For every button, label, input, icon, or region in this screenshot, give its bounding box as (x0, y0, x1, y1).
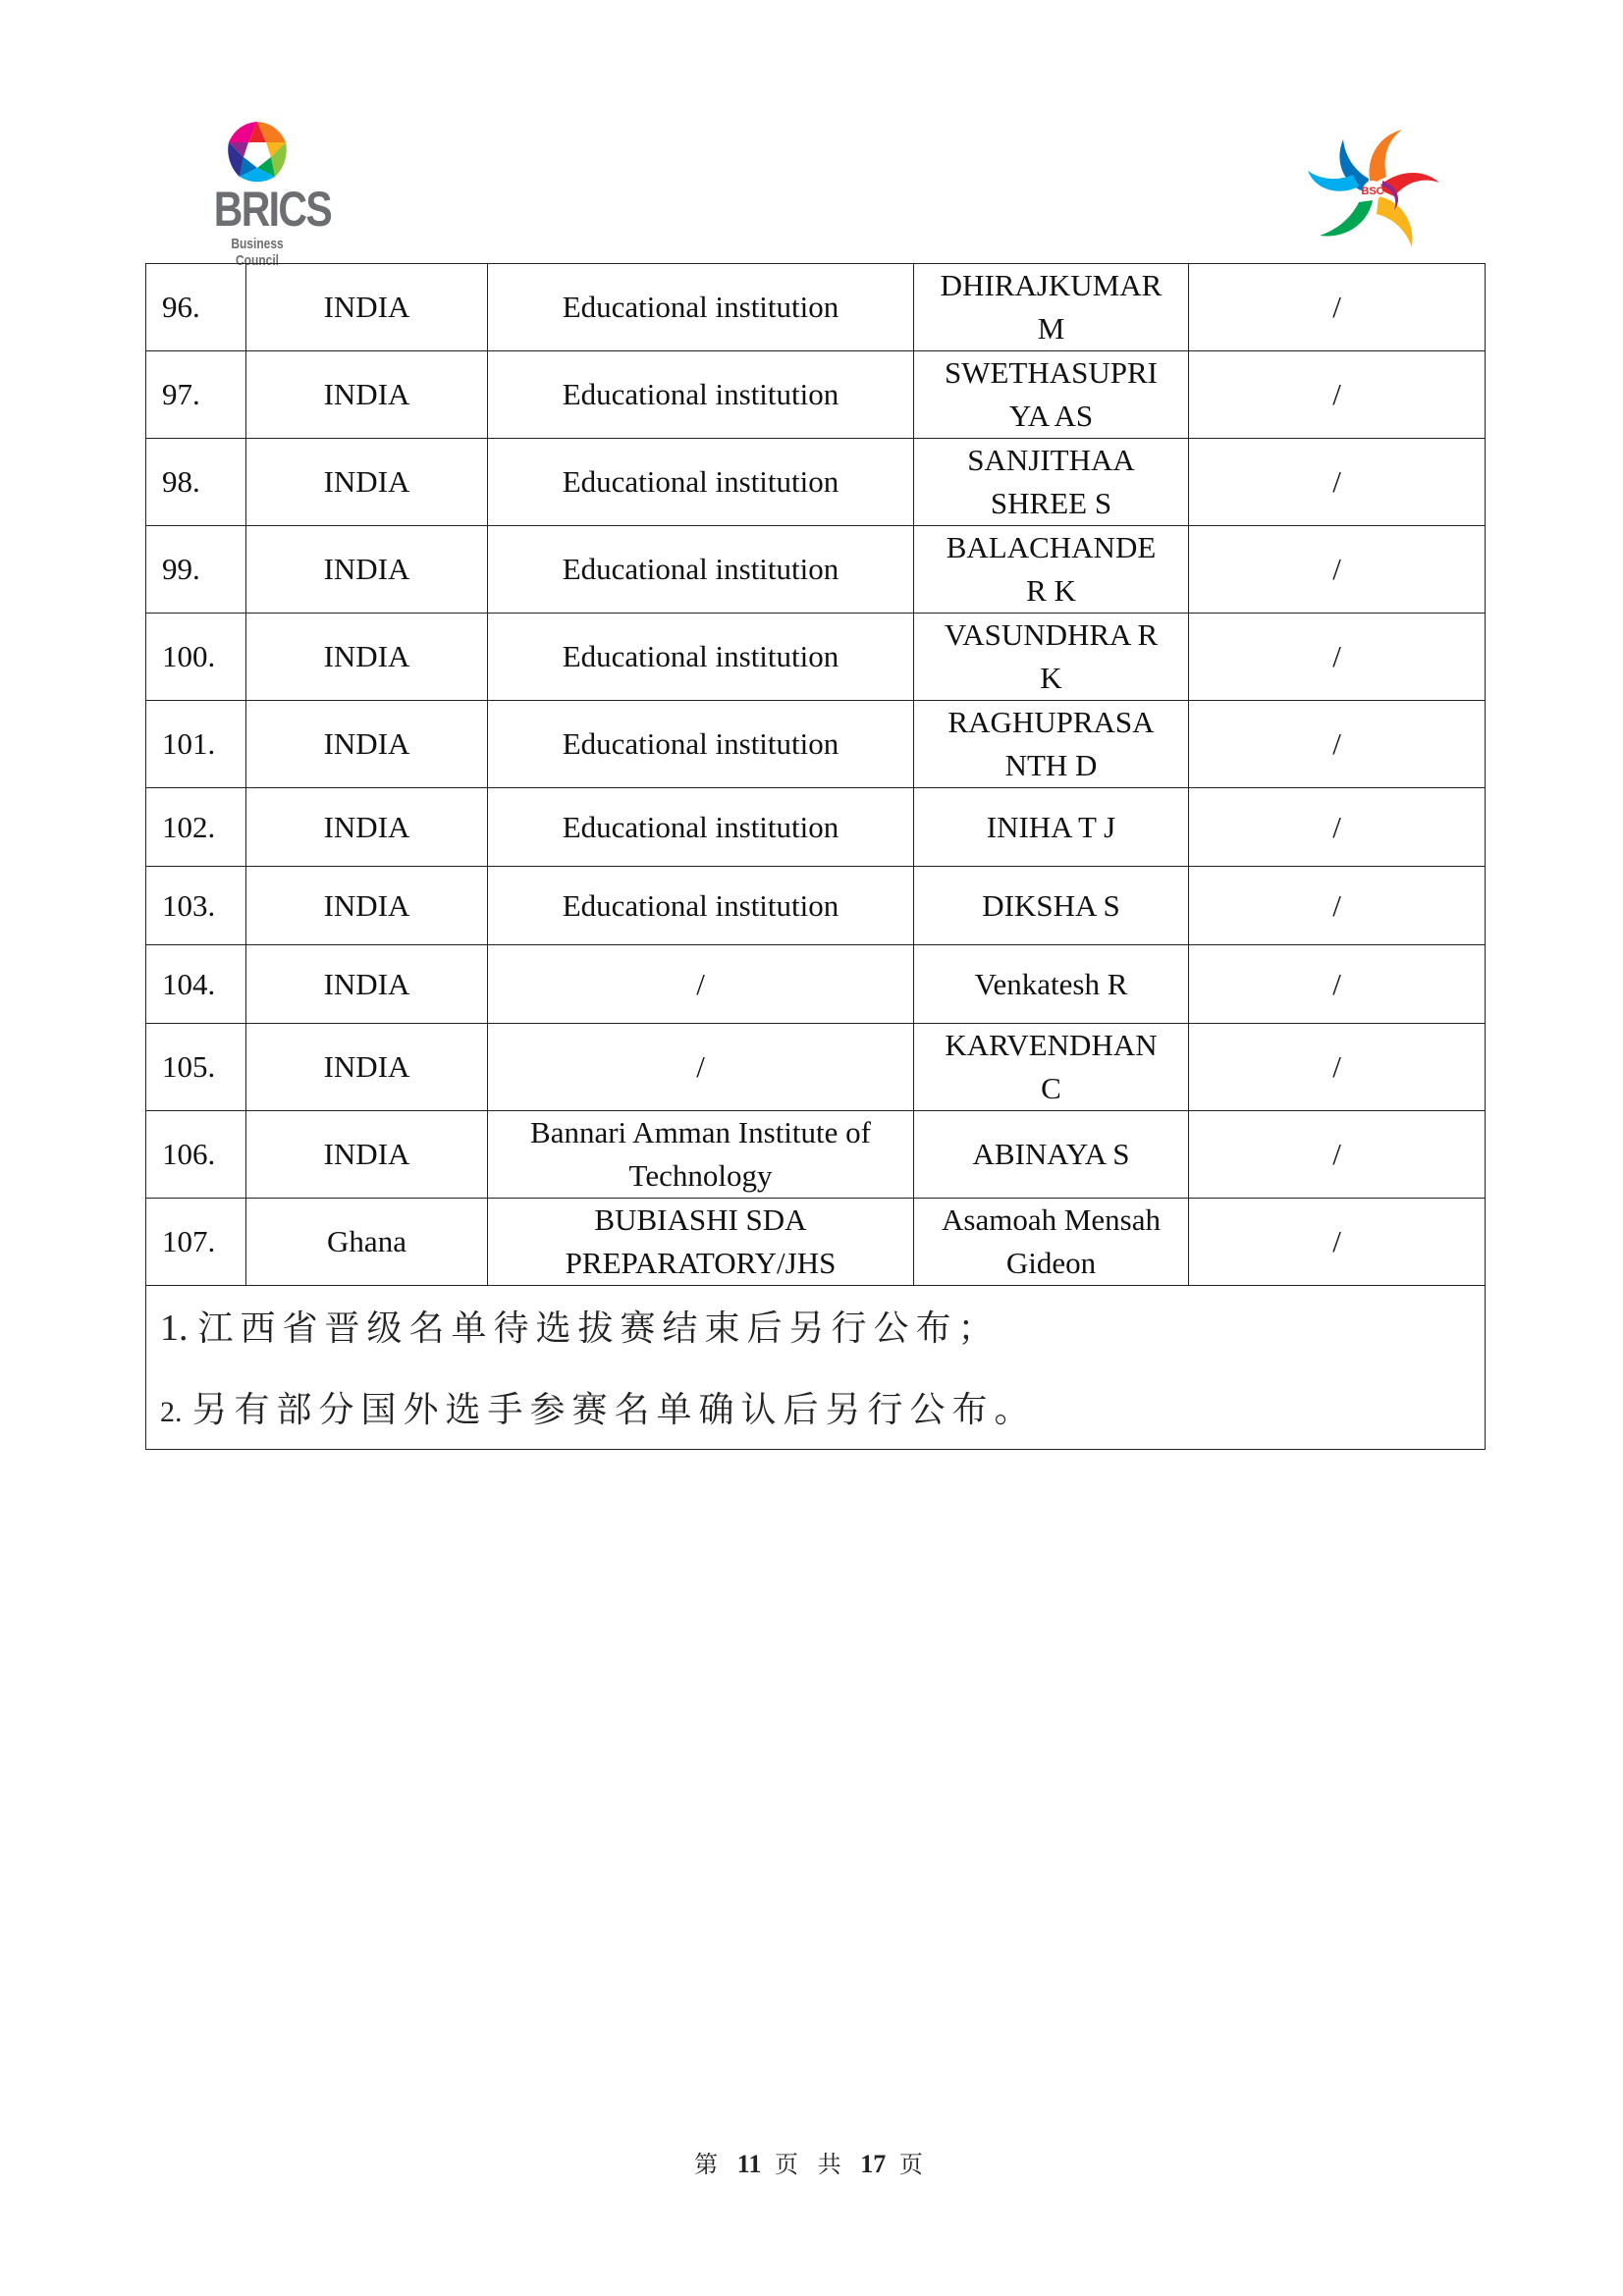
row-remark: / (1189, 867, 1486, 945)
row-name-line: KARVENDHAN (945, 1028, 1158, 1062)
footer-page-number: 11 (736, 2150, 762, 2178)
row-institution: Educational institution (488, 614, 914, 701)
brics-wordmark: BRICS (213, 182, 332, 237)
table-row (146, 1024, 1486, 1111)
row-remark: / (1189, 701, 1486, 788)
row-institution (488, 1199, 914, 1286)
row-remark: / (1189, 351, 1486, 439)
row-name: ABINAYA S (914, 1111, 1189, 1199)
row-name (914, 526, 1189, 614)
bsc-swirl-logo-icon (1306, 126, 1438, 253)
bsc-logo (1306, 126, 1438, 253)
row-country: INDIA (246, 614, 488, 701)
brics-subtitle: Business Council (231, 236, 284, 269)
row-country: INDIA (246, 945, 488, 1024)
row-name (914, 1199, 1189, 1286)
row-institution-line: Bannari Amman Institute of (530, 1115, 871, 1149)
footer-mid: 页 共 (774, 2151, 847, 2178)
row-country: INDIA (246, 1111, 488, 1199)
row-country: INDIA (246, 1024, 488, 1111)
row-country: Ghana (246, 1199, 488, 1286)
table-row (146, 439, 1486, 526)
table-row (146, 1199, 1486, 1286)
row-institution: / (488, 1024, 914, 1111)
row-number: 99. (146, 526, 246, 614)
row-institution: Educational institution (488, 264, 914, 351)
note-number: 1. (160, 1308, 189, 1349)
row-name-line: Asamoah Mensah (942, 1202, 1161, 1237)
row-remark: / (1189, 526, 1486, 614)
participant-table (145, 263, 1486, 1450)
row-remark: / (1189, 788, 1486, 867)
row-name-line: K (1040, 661, 1062, 695)
row-name-line: SANJITHAA (967, 443, 1135, 477)
row-name (914, 439, 1189, 526)
row-name-line: YA AS (1008, 399, 1094, 433)
row-number: 101. (146, 701, 246, 788)
row-country: INDIA (246, 264, 488, 351)
table-row (146, 788, 1486, 867)
notes-row (146, 1286, 1486, 1450)
footer-suffix: 页 (898, 2151, 929, 2178)
row-number: 105. (146, 1024, 246, 1111)
table-row (146, 526, 1486, 614)
row-remark: / (1189, 1111, 1486, 1199)
brics-logo (204, 120, 332, 269)
row-remark: / (1189, 945, 1486, 1024)
row-number: 98. (146, 439, 246, 526)
table-row (146, 351, 1486, 439)
note-text: 另有部分国外选手参赛名单确认后另行公布。 (191, 1390, 1037, 1430)
row-name-line: SHREE S (990, 486, 1112, 520)
participant-table-body (146, 264, 1486, 1450)
row-remark: / (1189, 264, 1486, 351)
row-name-line: Gideon (1005, 1246, 1097, 1280)
row-name: INIHA T J (914, 788, 1189, 867)
row-name-line: R K (1026, 573, 1076, 608)
row-number: 104. (146, 945, 246, 1024)
table-row (146, 945, 1486, 1024)
row-institution-line: PREPARATORY/JHS (565, 1246, 837, 1280)
notes-cell (146, 1286, 1486, 1450)
row-country: INDIA (246, 526, 488, 614)
row-name-line: BALACHANDE (946, 530, 1157, 564)
row-name (914, 351, 1189, 439)
table-row (146, 614, 1486, 701)
brics-star-logo-icon (204, 120, 310, 185)
row-name-line: VASUNDHRA R (944, 617, 1159, 652)
row-name-line: NTH D (1004, 748, 1098, 782)
row-remark: / (1189, 1024, 1486, 1111)
table-row (146, 701, 1486, 788)
row-name: DIKSHA S (914, 867, 1189, 945)
row-name-line: SWETHASUPRI (944, 355, 1158, 390)
row-institution: / (488, 945, 914, 1024)
table-row (146, 1111, 1486, 1199)
table-row (146, 867, 1486, 945)
row-institution: Educational institution (488, 439, 914, 526)
table-row (146, 264, 1486, 351)
row-institution: Educational institution (488, 867, 914, 945)
row-name-line: RAGHUPRASA (947, 705, 1155, 739)
note-number: 2. (160, 1396, 183, 1428)
row-name-line: DHIRAJKUMAR (940, 268, 1163, 302)
row-name-line: C (1041, 1071, 1061, 1105)
row-number: 96. (146, 264, 246, 351)
row-institution-line: BUBIASHI SDA (594, 1202, 807, 1237)
row-number: 107. (146, 1199, 246, 1286)
note-line (160, 1382, 1469, 1439)
row-remark: / (1189, 614, 1486, 701)
row-institution-line: Technology (628, 1158, 773, 1193)
row-institution: Educational institution (488, 526, 914, 614)
row-number: 106. (146, 1111, 246, 1199)
bsc-mark: BSC (1361, 186, 1384, 197)
row-name (914, 1024, 1189, 1111)
row-name (914, 701, 1189, 788)
row-remark: / (1189, 439, 1486, 526)
row-name: Venkatesh R (914, 945, 1189, 1024)
row-number: 103. (146, 867, 246, 945)
note-text: 江西省晋级名单待选拔赛结束后另行公布； (197, 1308, 1001, 1349)
row-name (914, 614, 1189, 701)
row-number: 97. (146, 351, 246, 439)
row-institution: Educational institution (488, 351, 914, 439)
row-country: INDIA (246, 867, 488, 945)
footer-page-total: 17 (860, 2150, 887, 2178)
row-number: 100. (146, 614, 246, 701)
row-institution: Educational institution (488, 701, 914, 788)
row-remark: / (1189, 1199, 1486, 1286)
row-institution (488, 1111, 914, 1199)
row-institution: Educational institution (488, 788, 914, 867)
row-country: INDIA (246, 439, 488, 526)
footer-prefix: 第 (694, 2151, 725, 2178)
row-country: INDIA (246, 351, 488, 439)
row-country: INDIA (246, 788, 488, 867)
row-number: 102. (146, 788, 246, 867)
row-name-line: M (1037, 311, 1065, 346)
row-country: INDIA (246, 701, 488, 788)
row-name (914, 264, 1189, 351)
page-footer (0, 2145, 1623, 2179)
note-line (160, 1300, 1469, 1357)
